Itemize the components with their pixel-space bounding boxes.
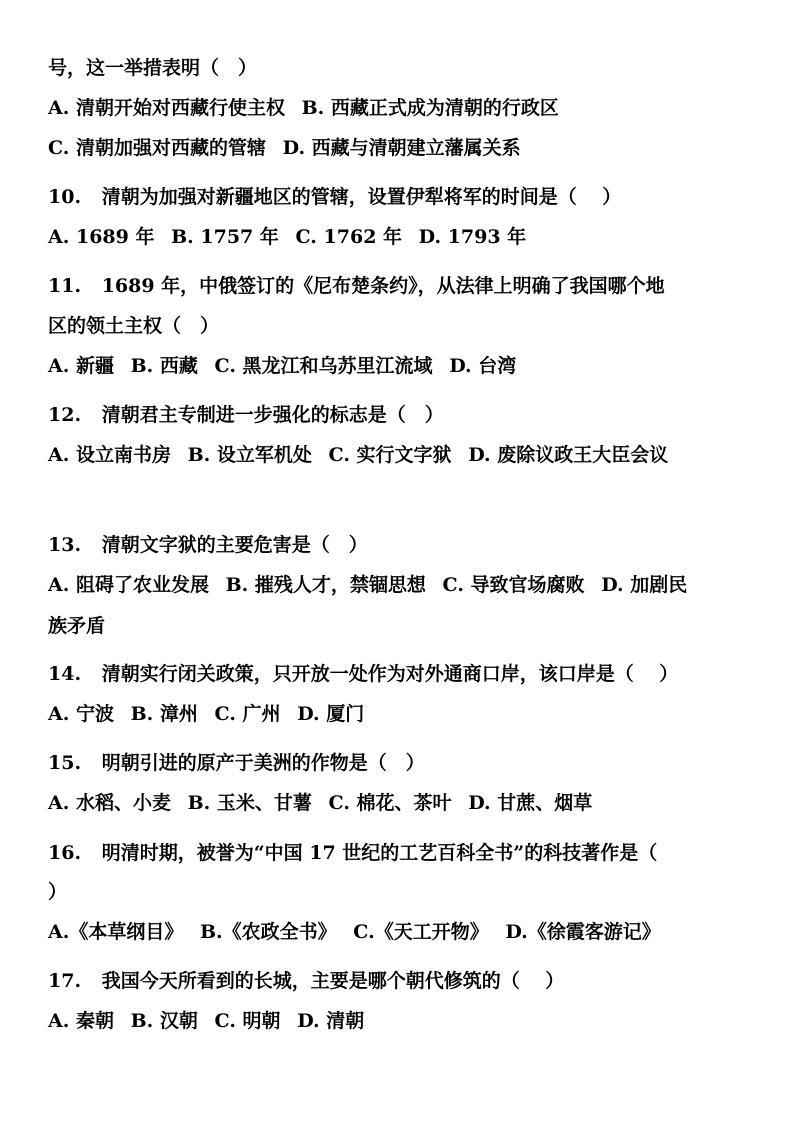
question-15-number: 15.	[48, 752, 82, 774]
question-14-text: 清朝实行闭关政策，只开放一处作为对外通商口岸，该口岸是（ ）	[101, 663, 679, 685]
question-9-text: 号，这一举措表明（ ）	[48, 57, 258, 79]
question-17-number: 17.	[48, 970, 82, 992]
question-9-options-row-2	[48, 136, 748, 160]
question-17-option-b[interactable]: B. 汉朝	[130, 1010, 198, 1032]
question-14-option-b[interactable]: B. 漳州	[130, 703, 198, 725]
question-9-option-a[interactable]: A. 清朝开始对西藏行使主权	[48, 97, 285, 119]
question-12-text: 清朝君主专制进一步强化的标志是（ ）	[101, 404, 444, 426]
question-16-option-b[interactable]: B.《农政全书》	[199, 921, 337, 943]
question-14-number: 14.	[48, 663, 82, 685]
question-17-text: 我国今天所看到的长城，主要是哪个朝代修筑的（ ）	[101, 970, 565, 992]
question-12-option-c[interactable]: C. 实行文字狱	[328, 444, 452, 466]
question-17-option-c[interactable]: C. 明朝	[214, 1010, 281, 1032]
question-16-text-line-1: 明清时期，被誉为“中国 17 世纪的工艺百科全书”的科技著作是（	[101, 842, 658, 864]
question-13-option-b[interactable]: B. 摧残人才，禁锢思想	[225, 574, 426, 596]
question-14-stem	[48, 662, 748, 686]
question-10-options	[48, 225, 748, 249]
question-14-option-c[interactable]: C. 广州	[214, 703, 281, 725]
question-13-option-c[interactable]: C. 导致官场腐败	[442, 574, 585, 596]
question-15-option-a[interactable]: A. 水稻、小麦	[48, 792, 171, 814]
question-10-option-c[interactable]: C. 1762 年	[295, 226, 403, 248]
question-17-option-d[interactable]: D. 清朝	[297, 1010, 365, 1032]
question-17-option-a[interactable]: A. 秦朝	[48, 1010, 114, 1032]
question-16-option-a[interactable]: A.《本草纲目》	[48, 921, 184, 943]
question-11-number: 11.	[48, 275, 82, 297]
question-14-option-d[interactable]: D. 厦门	[297, 703, 365, 725]
question-11-option-a[interactable]: A. 新疆	[48, 355, 114, 377]
question-16-options	[48, 920, 748, 944]
question-17-stem	[48, 969, 748, 993]
question-15-option-c[interactable]: C. 棉花、茶叶	[328, 792, 452, 814]
question-13-options	[48, 573, 748, 597]
question-11-text-line-2: 区的领土主权（ ）	[48, 315, 220, 337]
question-11-text-line-1: 1689 年，中俄签订的《尼布楚条约》，从法律上明确了我国哪个地	[101, 275, 665, 297]
question-16-stem	[48, 841, 748, 865]
question-10-number: 10.	[48, 186, 82, 208]
question-9-options-row-1	[48, 96, 748, 120]
question-10-option-d[interactable]: D. 1793 年	[418, 226, 527, 248]
question-12-option-b[interactable]: B. 设立军机处	[187, 444, 312, 466]
question-16-option-c[interactable]: C.《天工开物》	[353, 921, 489, 943]
question-11-stem	[48, 274, 748, 298]
question-12-number: 12.	[48, 404, 82, 426]
question-9-stem	[48, 56, 748, 80]
question-9-option-b[interactable]: B. 西藏正式成为清朝的行政区	[301, 97, 559, 119]
question-17-options	[48, 1009, 748, 1033]
question-11-stem-continued	[48, 314, 748, 338]
question-16-text-line-2: ）	[48, 881, 68, 903]
question-10-text: 清朝为加强对新疆地区的管辖，设置伊犁将军的时间是（ ）	[101, 186, 622, 208]
question-12-option-d[interactable]: D. 废除议政王大臣会议	[468, 444, 669, 466]
question-12-options	[48, 443, 748, 467]
question-10-stem	[48, 185, 748, 209]
question-12-option-a[interactable]: A. 设立南书房	[48, 444, 171, 466]
question-13-option-d-continued: 族矛盾	[48, 615, 106, 637]
question-16-option-d[interactable]: D.《徐霞客游记》	[505, 921, 661, 943]
question-15-options	[48, 791, 748, 815]
question-12-stem	[48, 403, 748, 427]
question-13-number: 13.	[48, 534, 82, 556]
question-11-option-d[interactable]: D. 台湾	[449, 355, 517, 377]
question-14-options	[48, 702, 748, 726]
question-13-text: 清朝文字狱的主要危害是（ ）	[101, 534, 368, 556]
question-15-stem	[48, 751, 748, 775]
question-15-option-b[interactable]: B. 玉米、甘薯	[187, 792, 312, 814]
question-10-option-a[interactable]: A. 1689 年	[48, 226, 155, 248]
question-13-option-d[interactable]: D. 加剧民	[601, 574, 688, 596]
question-9-option-c[interactable]: C. 清朝加强对西藏的管辖	[48, 137, 267, 159]
question-16-stem-continued	[48, 880, 748, 904]
question-9-option-d[interactable]: D. 西藏与清朝建立藩属关系	[282, 137, 521, 159]
question-15-text: 明朝引进的原产于美洲的作物是（ ）	[101, 752, 425, 774]
question-16-number: 16.	[48, 842, 82, 864]
question-14-option-a[interactable]: A. 宁波	[48, 703, 114, 725]
question-10-option-b[interactable]: B. 1757 年	[171, 226, 279, 248]
question-11-option-b[interactable]: B. 西藏	[130, 355, 198, 377]
question-13-option-a[interactable]: A. 阻碍了农业发展	[48, 574, 209, 596]
question-11-option-c[interactable]: C. 黑龙江和乌苏里江流域	[214, 355, 433, 377]
question-13-stem	[48, 533, 748, 557]
question-13-options-continued	[48, 614, 748, 638]
question-15-option-d[interactable]: D. 甘蔗、烟草	[468, 792, 593, 814]
question-11-options	[48, 354, 748, 378]
